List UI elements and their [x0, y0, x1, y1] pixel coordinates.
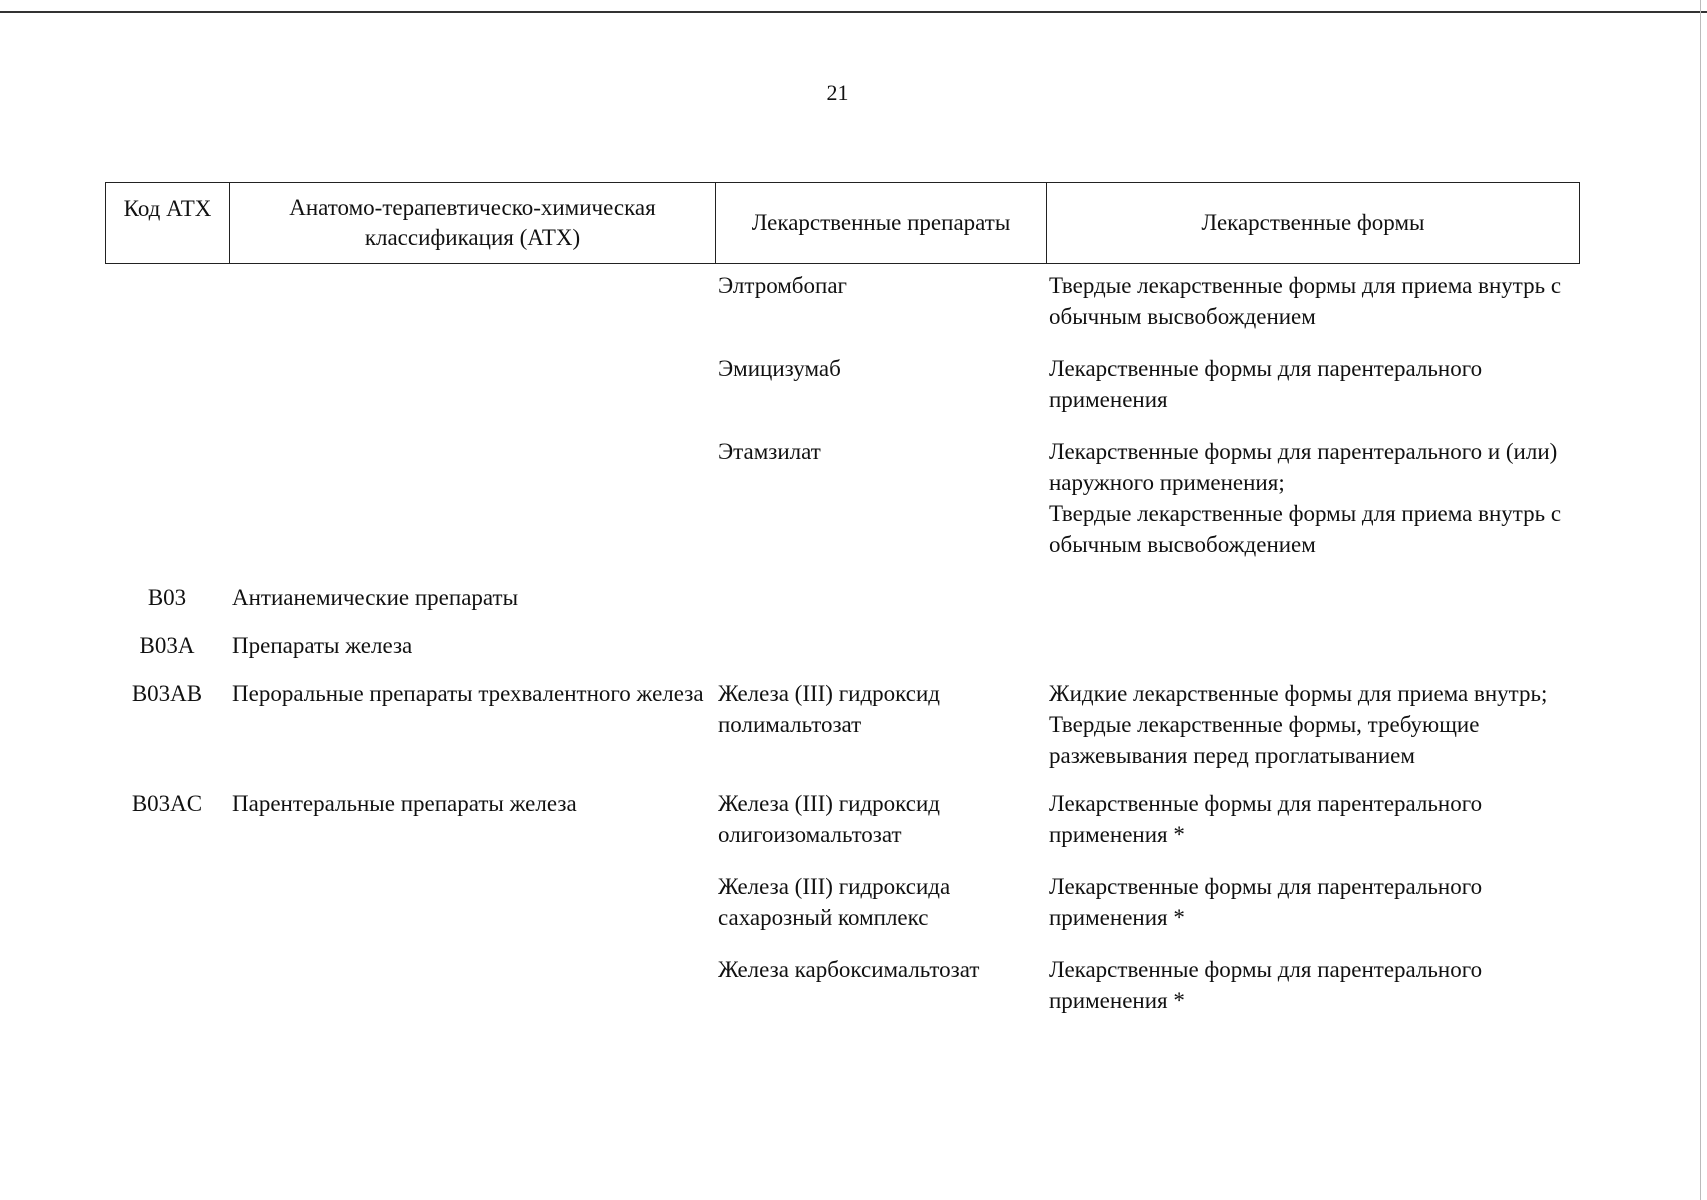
classification-cell: [229, 954, 715, 1016]
page-number: 21: [826, 80, 849, 105]
table-row: [105, 871, 1579, 954]
atc-code-cell: [105, 871, 229, 954]
atc-code-cell: B03AC: [131, 791, 203, 816]
atc-code-cell: B03AB: [131, 681, 203, 706]
dosage-forms-cell: [1046, 871, 1579, 954]
table-row: [105, 954, 1579, 1016]
dosage-forms-cell: [1046, 954, 1579, 1016]
classification-cell: [229, 871, 715, 954]
drug-cell: [715, 630, 1046, 678]
atc-code-cell: B03A: [139, 633, 195, 658]
dosage-forms-cell: [1046, 436, 1579, 582]
classification-cell: [229, 353, 715, 436]
dosage-form-text: Твердые лекарственные формы для приема внутрь с обычным высвобождением: [1049, 273, 1562, 329]
table-row: [105, 678, 1579, 788]
classification-cell: Парентеральные препараты железа: [232, 791, 577, 816]
classification-cell: [229, 270, 715, 353]
dosage-form-text: Лекарственные формы для парентерального и (или) наружного применения;: [1049, 439, 1558, 495]
table-body: [105, 270, 1579, 1016]
drug-cell: Железа (III) гидроксид полимальтозат: [718, 681, 940, 737]
dosage-form-text: Лекарственные формы для парентерального применения *: [1049, 957, 1483, 1013]
dosage-forms-cell: [1046, 353, 1579, 436]
drug-cell: Железа (III) гидроксид олигоизомальтозат: [718, 791, 940, 847]
dosage-form-text: Жидкие лекарственные формы для приема внутрь;: [1049, 681, 1548, 706]
dosage-form-text: Лекарственные формы для парентерального применения: [1049, 356, 1483, 412]
dosage-form-text: Лекарственные формы для парентерального применения *: [1049, 874, 1483, 930]
drug-cell: Железа карбоксимальтозат: [718, 957, 980, 982]
dosage-forms-cell: [1046, 582, 1579, 630]
dosage-forms-cell: [1046, 788, 1579, 871]
right-scan-edge: [1700, 0, 1701, 1200]
dosage-forms-cell: [1046, 270, 1579, 353]
top-border-line: [0, 11, 1707, 13]
classification-cell: Пероральные препараты трехвалентного железа: [232, 681, 704, 706]
atc-code-cell: [105, 436, 229, 582]
dosage-form-text: Твердые лекарственные формы, требующие разжевывания перед проглатыванием: [1049, 712, 1480, 768]
dosage-forms-cell: [1046, 678, 1579, 788]
drug-cell: Железа (III) гидроксида сахарозный комплекс: [718, 874, 951, 930]
classification-cell: Препараты железа: [232, 633, 413, 658]
drug-cell: Этамзилат: [718, 439, 821, 464]
atc-code-cell: B03: [147, 585, 187, 610]
table-row: [105, 270, 1579, 353]
table-header: [105, 182, 1580, 264]
header-classification: Анатомо-терапевтическо-химическая классификация (АТХ): [230, 183, 716, 264]
dosage-form-text: Лекарственные формы для парентерального применения *: [1049, 791, 1483, 847]
dosage-form-text: Твердые лекарственные формы для приема внутрь с обычным высвобождением: [1049, 501, 1562, 557]
classification-cell: [229, 436, 715, 582]
atc-code-cell: [105, 353, 229, 436]
header-code: Код АТХ: [106, 183, 230, 264]
table-row: [105, 630, 1579, 678]
table-row: [105, 436, 1579, 582]
table-row: [105, 582, 1579, 630]
table-row: [105, 353, 1579, 436]
table-row: [105, 788, 1579, 871]
drug-cell: Элтромбопаг: [718, 273, 847, 298]
drug-cell: Эмицизумаб: [718, 356, 841, 381]
classification-cell: Антианемические препараты: [232, 585, 519, 610]
header-row: [106, 183, 1580, 264]
atc-code-cell: [105, 954, 229, 1016]
atc-code-cell: [105, 270, 229, 353]
dosage-forms-cell: [1046, 630, 1579, 678]
drug-cell: [715, 582, 1046, 630]
header-forms: Лекарственные формы: [1047, 183, 1580, 264]
header-drugs: Лекарственные препараты: [716, 183, 1047, 264]
